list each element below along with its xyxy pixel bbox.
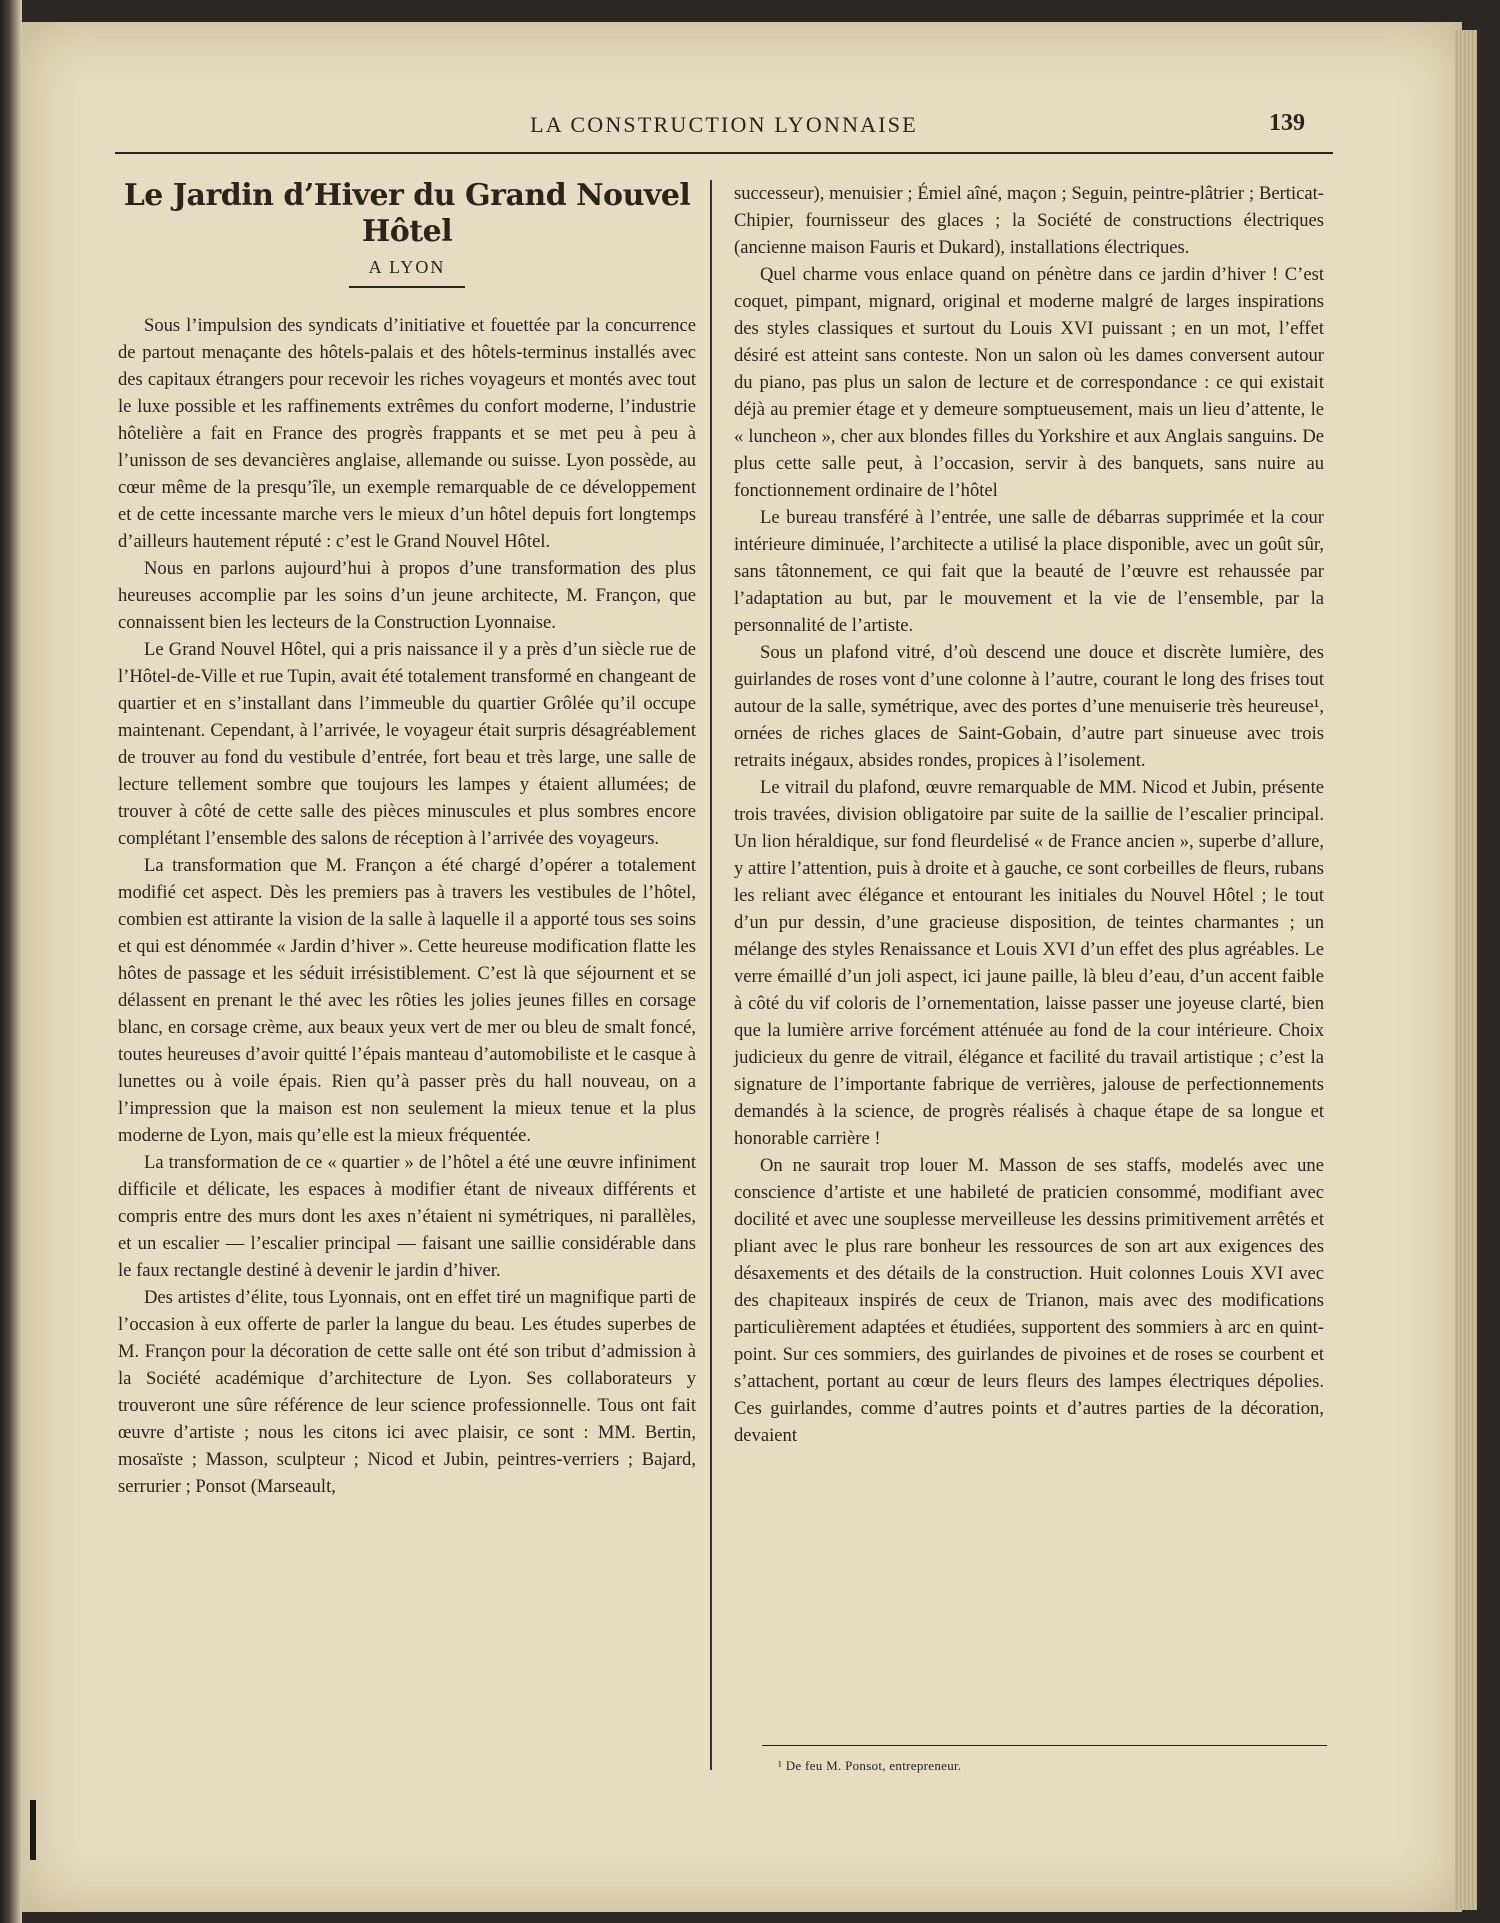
footnote-rule: [762, 1745, 1327, 1746]
article-title: Le Jardin d’Hiver du Grand Nouvel Hôtel: [123, 178, 691, 249]
article-subtitle: A LYON: [368, 257, 446, 277]
paragraph: Sous l’impulsion des syndicats d’initiative et fouettée par la concurrence de partout menaçante des hôtels-palais et des hôtels-terminus installés avec des capitaux étrangers pour recevoir les riches voyageurs et montés avec tout le luxe possible et les raffinements extrêmes du confort moderne, l’industrie hôtelière a fait en France des progrès frappants et se met peu à peu à l’unisson de ses devancières anglaise, allemande ou suisse. Lyon possède, au cœur même de la presqu’île, un exemple remarquable de ce développement et de cette incessante marche vers le mieux d’un hôtel depuis fort longtemps d’ailleurs hautement réputé : c’est le Grand Nouvel Hôtel.: [118, 315, 696, 552]
title-rule: [349, 286, 465, 288]
column-rule: [710, 180, 712, 1770]
paragraph: Sous un plafond vitré, d’où descend une douce et discrète lumière, des guirlandes de roses vont d’une colonne à l’autre, courant le long des frises tout autour de la salle, symétrique, avec des portes d’une menuiserie très heureuse¹, ornées de riches glaces de Saint-Gobain, d’autre part sinueuse avec trois retraits inégaux, absides rondes, propices à l’isolement.: [734, 642, 1324, 771]
paragraph: Des artistes d’élite, tous Lyonnais, ont en effet tiré un magnifique parti de l’occasion à eux offerte de parler la langue du beau. Les études superbes de M. Françon pour la décoration de cette salle ont été son tribut d’admission à la Société académique d’architecture de Lyon. Ses collaborateurs y trouveront une sûre référence de leur science professionnelle. Tous ont fait œuvre d’artiste ; nous les citons ici avec plaisir, ce sont : MM. Bertin, mosaïste ; Masson, sculpteur ; Nicod et Jubin, peintres-verriers ; Bajard, serrurier ; Ponsot (Marseault,: [118, 1287, 696, 1497]
paragraph: Le Grand Nouvel Hôtel, qui a pris naissance il y a près d’un siècle rue de l’Hôtel-de-Ville et rue Tupin, avait été totalement transformé en changeant de quartier et en s’installant dans l’immeuble du quartier Grôlée qu’il occupe maintenant. Cependant, à l’arrivée, le voyageur était surpris désagréablement de trouver au fond du vestibule d’entrée, fort beau et très large, une salle de lecture tellement sombre que toujours les lampes y étaient allumées; de trouver à côté de cette salle des pièces minuscules et plus sombres encore complétant l’ensemble des salons de réception à l’arrivée des voyageurs.: [118, 639, 696, 849]
page-number: 139: [1269, 110, 1305, 136]
paragraph: Quel charme vous enlace quand on pénètre dans ce jardin d’hiver ! C’est coquet, pimpant, mignard, original et moderne malgré de larges inspirations des styles classiques et surtout du Louis XVI puissant ; en un mot, l’effet désiré est atteint sans conteste. Non un salon où les dames conversent autour du piano, pas plus un salon de lecture et de correspondance : ce qui existait déjà au premier étage et y demeure somptueusement, mais un lieu d’attente, le « luncheon », cher aux blondes filles du Yorkshire et aux Anglais sanguins. De plus cette salle peut, à l’occasion, servir à des banquets, sans nuire au fonctionnement ordinaire de l’hôtel: [734, 264, 1324, 501]
header-rule: [115, 152, 1333, 154]
paragraph: On ne saurait trop louer M. Masson de ses staffs, modelés avec une conscience d’artiste et une habileté de praticien consommé, modifiant avec docilité et avec une souplesse merveilleuse les dessins primitivement arrêtés et pliant avec le plus rare bonheur les ressources de son art aux exigences des désaxements et des détails de la construction. Huit colonnes Louis XVI avec des chapiteaux inspirés de ceux de Trianon, mais avec des modifications particulièrement adaptées et étudiées, supportent des sommiers à arc en quint-point. Sur ces sommiers, des guirlandes de pivoines et de roses se courbent et s’attachent, portant au cœur de leurs fleurs des lampes électriques dépolies. Ces guirlandes, comme d’autres points et d’autres parties de la décoration, devaient: [734, 1155, 1324, 1446]
left-column: [118, 178, 696, 1500]
paragraph: La transformation que M. Françon a été chargé d’opérer a totalement modifié cet aspect. Dès les premiers pas à travers les vestibules de l’hôtel, combien est attirante la vision de la salle à laquelle il a apporté tous ses soins et qui est dénommée « Jardin d’hiver ». Cette heureuse modification flatte les hôtes de passage et les séduit irrésistiblement. C’est là que séjournent et se délassent en prenant le thé avec les rôties les jolies jeunes filles en corsage blanc, en corsage crème, aux beaux yeux vert de mer ou bleu de smalt foncé, toutes heureuses d’avoir quitté l’épais manteau d’automobiliste et le casque à lunettes ou à voile épais. Rien qu’à passer près du hall nouveau, on a l’impression que la maison est non seulement la mieux tenue et la plus moderne de Lyon, mais qu’elle est la mieux fréquentée.: [118, 855, 696, 1146]
book-binding-edge: [0, 0, 22, 1923]
paragraph: Nous en parlons aujourd’hui à propos d’une transformation des plus heureuses accomplie par les soins d’un jeune architecte, M. Françon, que connaissent bien les lecteurs de la Construction Lyonnaise.: [118, 558, 696, 633]
paragraph: Le vitrail du plafond, œuvre remarquable de MM. Nicod et Jubin, présente trois travées, division obligatoire par suite de la saillie de l’escalier principal. Un lion héraldique, sur fond fleurdelisé « de France ancien », superbe d’allure, y attire l’attention, puis à droite et à gauche, ce sont corbeilles de fleurs, rubans les reliant avec élégance et entourant les initiales du Nouvel Hôtel ; le tout d’un pur dessin, d’une gracieuse disposition, de teintes charmantes ; un mélange des styles Renaissance et Louis XVI d’un effet des plus agréables. Le verre émaillé d’un joli aspect, ici jaune paille, là bleu d’eau, d’un accent faible à côté du vif coloris de l’ornementation, laisse passer une joyeuse clarté, bien que la lumière arrive forcément atténuée au fond de la cour intérieure. Choix judicieux du genre de vitrail, élégance et facilité du travail artistique ; c’est la signature de l’importante fabrique de verrières, jalouse de perfectionnements demandés à la science, de progrès réalisés à chaque étape de sa longue et honorable carrière !: [734, 777, 1324, 1149]
paragraph: Le bureau transféré à l’entrée, une salle de débarras supprimée et la cour intérieure diminuée, l’architecte a utilisé la place disponible, avec un goût sûr, sans tâtonnement, ce qui fait que la beauté de l’œuvre est rehaussée par l’adaptation au but, par le mouvement et la vie de l’ensemble, par la personnalité de l’artiste.: [734, 507, 1324, 636]
right-column: [734, 180, 1324, 1449]
page-stack-edge: [1455, 30, 1477, 1910]
footnote: ¹ De feu M. Ponsot, entrepreneur.: [778, 1758, 962, 1773]
running-head: [115, 108, 1333, 144]
binding-mark: [30, 1800, 36, 1860]
paragraph: La transformation de ce « quartier » de l’hôtel a été une œuvre infiniment difficile et délicate, les espaces à modifier étant de niveaux différents et compris entre des murs dont les axes n’étaient ni symétriques, ni parallèles, et un escalier — l’escalier principal — faisant une saillie considérable dans le faux rectangle destiné à devenir le jardin d’hiver.: [118, 1152, 696, 1281]
paragraph-continued: successeur), menuisier ; Émiel aîné, maçon ; Seguin, peintre-plâtrier ; Berticat-Chipier, fournisseur des glaces ; la Société de constructions électriques (ancienne maison Fauris et Dukard), installations électriques.: [734, 183, 1324, 258]
running-title: LA CONSTRUCTION LYONNAISE: [530, 112, 918, 137]
